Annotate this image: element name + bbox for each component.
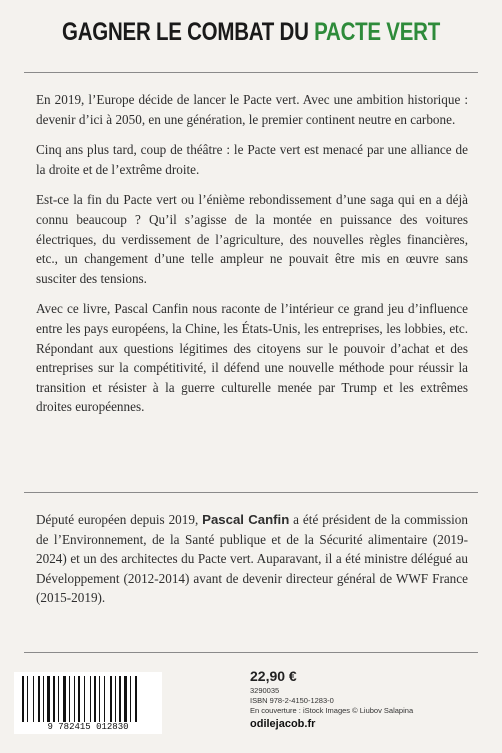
- barcode-bar: [97, 676, 98, 722]
- barcode-bar: [74, 676, 75, 722]
- barcode-area: [14, 672, 234, 750]
- barcode-bar: [94, 676, 96, 722]
- barcode-bar: [84, 676, 85, 722]
- barcode-bar: [69, 676, 70, 722]
- blurb: [36, 90, 468, 428]
- barcode-bar: [53, 676, 55, 722]
- barcode-bar: [51, 676, 52, 722]
- middle-divider: [24, 492, 478, 493]
- title-part-2: PACTE VERT: [314, 18, 440, 46]
- barcode-bar: [104, 676, 105, 722]
- author-bio-intro: Député européen depuis 2019,: [36, 512, 203, 527]
- barcode-bar: [38, 676, 40, 722]
- price-block: [250, 668, 480, 730]
- barcode-bar: [138, 676, 139, 722]
- isbn: ISBN 978-2-4150-1283-0: [250, 696, 334, 705]
- barcode-bar: [119, 676, 121, 722]
- barcode-bar: [45, 676, 46, 722]
- barcode-bar: [86, 676, 89, 722]
- barcode-bar: [27, 676, 28, 722]
- price: 22,90 €: [250, 668, 297, 684]
- barcode-bars: [22, 676, 154, 722]
- barcode-bar: [78, 676, 80, 722]
- barcode-bar: [67, 676, 68, 722]
- barcode-bar: [22, 676, 24, 722]
- barcode-bar: [33, 676, 34, 722]
- barcode-bar: [35, 676, 37, 722]
- product-code: 3290035: [250, 686, 280, 695]
- barcode-bar: [63, 676, 66, 722]
- barcode-bar: [99, 676, 100, 722]
- top-divider: [24, 72, 478, 73]
- bottom-divider: [24, 652, 478, 653]
- barcode-bar: [113, 676, 114, 722]
- barcode-bar: [81, 676, 83, 722]
- barcode-bar: [101, 676, 103, 722]
- barcode-bar: [128, 676, 129, 722]
- barcode-bar: [25, 676, 26, 722]
- blurb-paragraph-2: Cinq ans plus tard, coup de théâtre : le Pacte vert est menacé par une alliance de la droite et de l’extrême droite.: [36, 142, 468, 177]
- barcode-bar: [132, 676, 134, 722]
- blurb-paragraph-4: Avec ce livre, Pascal Canfin nous raconte de l’intérieur ce grand jeu d’influence entre les pays européens, la Chine, les États-Unis, les entreprises, les lobbies, etc. Répondant aux questions légitimes des citoyens sur le pouvoir d’achat et des entreprises sur la compétitivité, il défend une nouvelle méthode pour réussir la transition et résister à la guerre culturelle menée par Trump et les extrêmes droites européennes.: [36, 301, 468, 415]
- cover-credit: En couverture : iStock Images © Liubov Salapina: [250, 706, 414, 715]
- barcode-bar: [43, 676, 44, 722]
- barcode-bar: [124, 676, 127, 722]
- barcode-bar: [115, 676, 116, 722]
- publisher-website: odilejacob.fr: [250, 718, 316, 730]
- barcode-bar: [76, 676, 77, 722]
- barcode-number: 9 782415 012830: [47, 722, 129, 732]
- barcode-bar: [71, 676, 73, 722]
- barcode-bar: [60, 676, 62, 722]
- barcode-bar: [90, 676, 91, 722]
- barcode-bar: [92, 676, 93, 722]
- author-bio: [36, 510, 468, 608]
- barcode-bar: [58, 676, 59, 722]
- barcode-bar: [130, 676, 131, 722]
- barcode-bar: [122, 676, 123, 722]
- blurb-paragraph-1: En 2019, l’Europe décide de lancer le Pacte vert. Avec une ambition historique : devenir d’ici à 2050, en une génération, le premier continent neutre en carbone.: [36, 92, 468, 127]
- author-bio-text: a été président de la commission de l’Environnement, de la Santé publique et de la Sécurité alimentaire (2019-2024) et un des architectes du Pacte vert. Auparavant, il a été ministre délégué au Développement (2012-2014) avant de devenir directeur général de WWF France (2015-2019).: [36, 512, 468, 606]
- barcode-bar: [29, 676, 32, 722]
- barcode-bar: [47, 676, 50, 722]
- barcode: [14, 672, 162, 734]
- barcode-bar: [106, 676, 109, 722]
- title-part-1: GAGNER LE COMBAT DU: [62, 18, 315, 46]
- author-name: Pascal Canfin: [202, 512, 290, 527]
- barcode-bar: [135, 676, 137, 722]
- barcode-bar: [41, 676, 42, 722]
- back-cover-title: [45, 18, 457, 47]
- barcode-bar: [110, 676, 112, 722]
- barcode-bar: [117, 676, 118, 722]
- barcode-bar: [56, 676, 57, 722]
- blurb-paragraph-3: Est-ce la fin du Pacte vert ou l’énième rebondissement d’une saga qui en a déjà connu beaucoup ? Qu’il s’agisse de la montée en puissance des voitures électriques, du verdissement de l’agriculture, des nouvelles règles financières, etc., un changement d’une telle ampleur ne pouvait être mis en œuvre sans susciter des tensions.: [36, 192, 468, 286]
